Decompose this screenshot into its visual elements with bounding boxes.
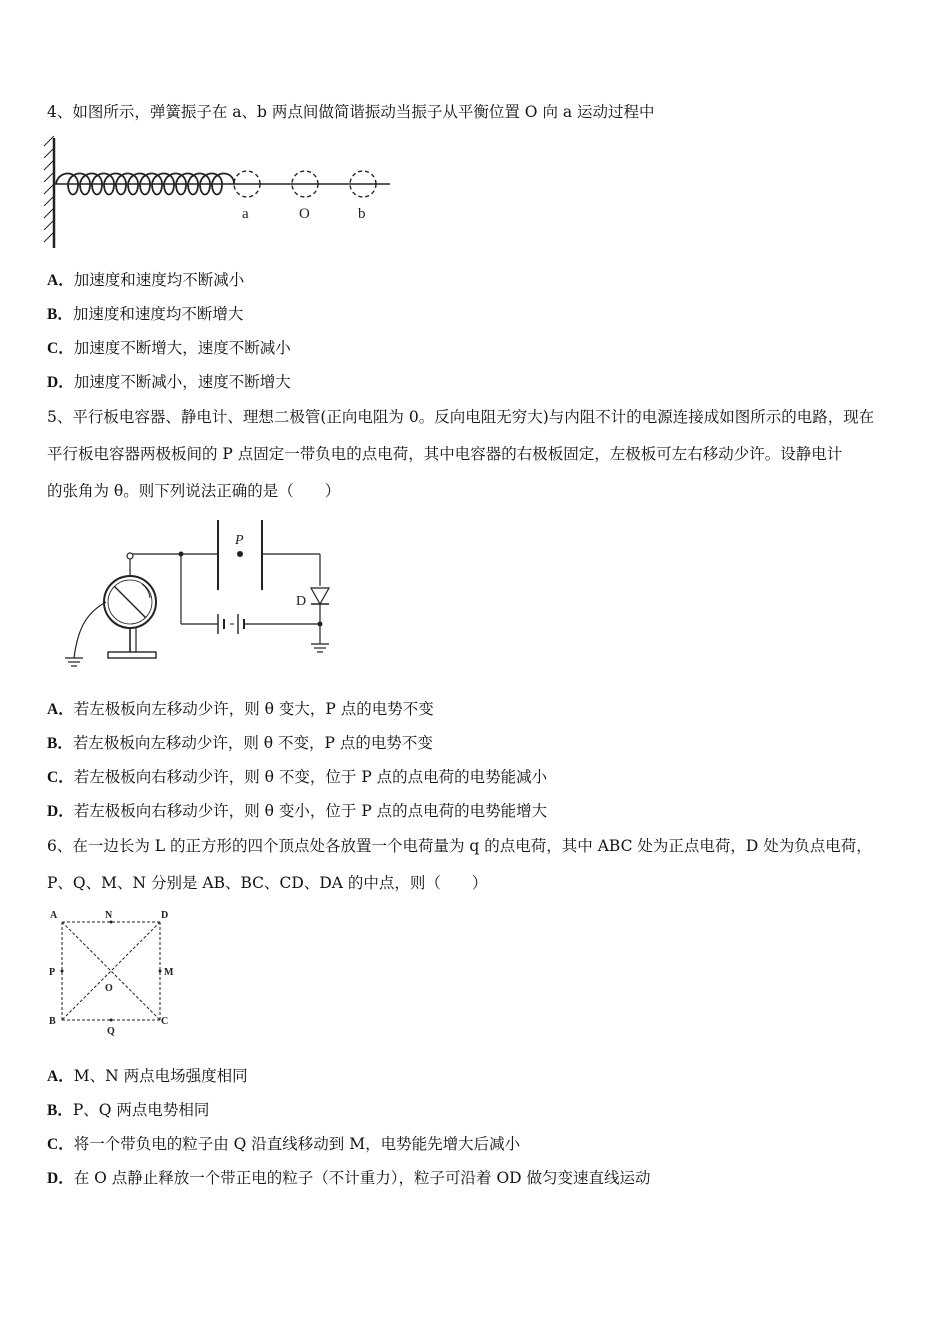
option-letter: A． [47,701,74,718]
label-c: C [161,1016,169,1027]
q5-option-d[interactable] [47,801,547,822]
option-text: 若左极板向右移动少许，则 θ 不变，位于 P 点的点电荷的电势能减小 [73,768,548,786]
point-p [237,551,243,557]
q4-spring-oscillator-figure [38,132,398,254]
label-o: O [299,206,310,222]
option-letter: B． [47,306,73,323]
option-letter: C． [47,769,74,786]
midpoint-p [61,970,64,973]
junction-dot [318,622,323,627]
label-b: B [49,1016,56,1027]
option-text: 加速度和速度均不断减小 [73,271,245,289]
option-text: 加速度不断减小，速度不断增大 [73,373,291,391]
label-b: b [358,206,366,222]
option-text: 若左极板向左移动少许，则 θ 不变，P 点的电势不变 [72,734,433,752]
q4-stem: 4、如图所示，弹簧振子在 a、b 两点间做简谐振动当振子从平衡位置 O 向 a 运动过程中 [47,103,655,121]
option-letter: D． [47,803,74,820]
diode-symbol [311,588,329,604]
option-letter: D． [47,1170,74,1187]
q5-stem-line-1: 5、平行板电容器、静电计、理想二极管(正向电阻为 0。反向电阻无穷大)与内阻不计的电源连接成如图所示的电路，现在 [47,408,875,426]
option-text: 加速度不断增大，速度不断减小 [73,339,291,357]
q6-option-b[interactable] [47,1100,209,1121]
q4-option-b[interactable] [47,304,243,325]
q6-stem-line-2: P、Q、M、N 分别是 AB、BC、CD、DA 的中点，则（ ） [47,874,488,892]
q5-stem-line-3: 的张角为 θ。则下列说法正确的是（ ） [47,482,341,500]
option-text: 在 O 点静止释放一个带正电的粒子（不计重力），粒子可沿着 OD 做匀变速直线运动 [73,1169,651,1187]
q6-option-d[interactable] [47,1168,651,1189]
q6-square-figure [44,906,184,1040]
option-text: P、Q 两点电势相同 [72,1101,210,1119]
label-a: a [242,206,249,222]
q5-stem-line-2: 平行板电容器两极板间的 P 点固定一带负电的点电荷，其中电容器的右极板固定，左极板可左右移动少许。设静电计 [47,445,843,463]
q5-circuit-figure [58,516,348,672]
label-d: D [161,910,169,921]
option-letter: A． [47,1068,74,1085]
label-o: O [105,983,113,994]
option-letter: A． [47,272,74,289]
option-text: 若左极板向右移动少许，则 θ 变小，位于 P 点的点电荷的电势能增大 [73,802,548,820]
q4-option-d[interactable] [47,372,291,393]
q5-option-a[interactable] [47,699,434,720]
label-q: Q [107,1026,115,1037]
q6-option-c[interactable] [47,1134,520,1155]
option-letter: B． [47,1102,73,1119]
electroscope-top-terminal [127,553,133,559]
wall-hatching [44,136,54,242]
midpoint-q [110,1019,113,1022]
electroscope-base [108,652,156,658]
option-text: 将一个带负电的粒子由 Q 沿直线移动到 M，电势能先增大后减小 [73,1135,521,1153]
label-d: D [296,594,307,609]
midpoint-m [159,970,162,973]
option-text: 加速度和速度均不断增大 [72,305,244,323]
electroscope-needle [114,586,146,618]
option-letter: D． [47,374,74,391]
q4-option-c[interactable] [47,338,291,359]
q6-stem-line-1: 6、在一边长为 L 的正方形的四个顶点处各放置一个电荷量为 q 的点电荷，其中 ABC 处为正点电荷，D 处为负点电荷， [47,837,872,855]
label-p: P [235,533,244,548]
q5-option-b[interactable] [47,733,433,754]
label-n: N [105,910,113,921]
label-m: M [164,967,174,978]
q4-option-a[interactable] [47,270,244,291]
option-letter: C． [47,1136,74,1153]
q6-option-a[interactable] [47,1066,248,1087]
label-a: A [50,910,58,921]
option-text: M、N 两点电场强度相同 [73,1067,248,1085]
label-p: P [49,967,56,978]
option-text: 若左极板向左移动少许，则 θ 变大，P 点的电势不变 [73,700,434,718]
option-letter: C． [47,340,74,357]
q5-option-c[interactable] [47,767,547,788]
wire [74,602,106,658]
option-letter: B． [47,735,73,752]
